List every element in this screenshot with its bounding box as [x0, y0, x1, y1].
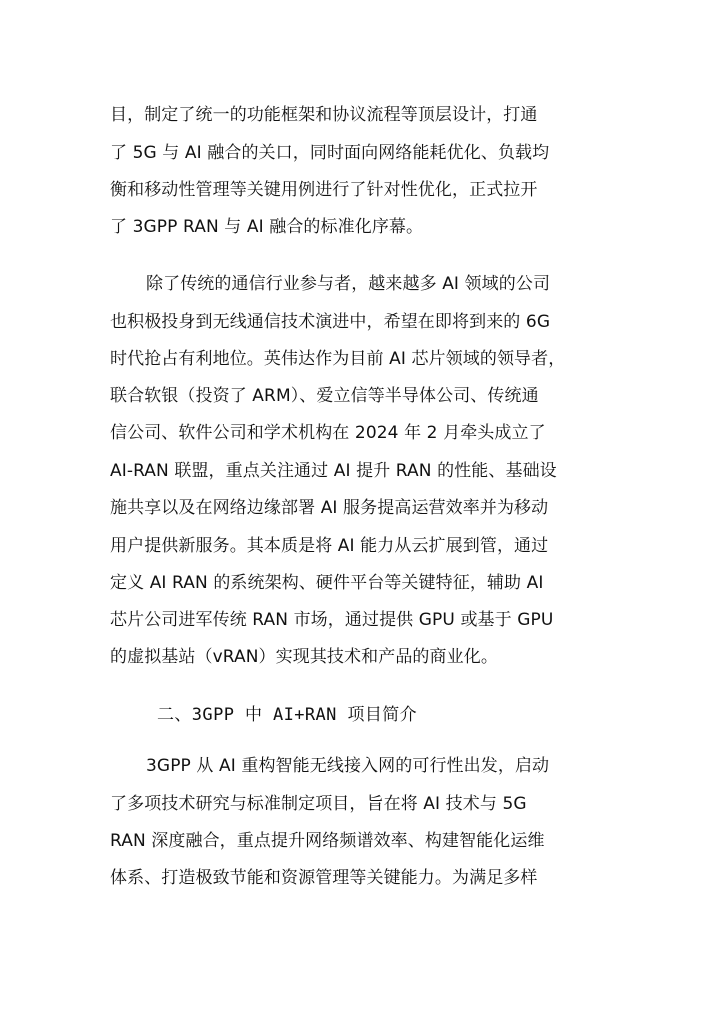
text-line: 体系、打造极致节能和资源管理等关键能力。为满足多样 — [110, 868, 538, 888]
text-line: 了 3GPP RAN 与 AI 融合的标准化序幕。 — [110, 217, 424, 237]
text-line: 信公司、软件公司和学术机构在 2024 年 2 月牵头成立了 — [110, 423, 546, 443]
section-heading: 二、3GPP 中 AI+RAN 项目简介 — [157, 705, 418, 725]
text-line: AI-RAN 联盟，重点关注通过 AI 提升 RAN 的性能、基础设 — [110, 461, 557, 481]
text-line: 用户提供新服务。其本质是将 AI 能力从云扩展到管，通过 — [110, 536, 549, 556]
text-line: 时代抢占有利地位。英伟达作为目前 AI 芯片领域的领导者， — [110, 349, 566, 369]
text-line: 芯片公司进军传统 RAN 市场，通过提供 GPU 或基于 GPU — [110, 610, 554, 630]
text-line: RAN 深度融合，重点提升网络频谱效率、构建智能化运维 — [110, 831, 545, 851]
text-line: 了 5G 与 AI 融合的关口，同时面向网络能耗优化、负载均 — [110, 143, 550, 163]
text-line: 也积极投身到无线通信技术演进中，希望在即将到来的 6G — [110, 312, 551, 332]
text-line: 了多项技术研究与标准制定项目，旨在将 AI 技术与 5G — [110, 794, 527, 814]
text-line: 联合软银（投资了 ARM）、爱立信等半导体公司、传统通 — [110, 386, 539, 406]
text-line: 施共享以及在网络边缘部署 AI 服务提高运营效率并为移动 — [110, 498, 549, 518]
text-line: 衡和移动性管理等关键用例进行了针对性优化，正式拉开 — [110, 180, 538, 200]
text-line: 定义 AI RAN 的系统架构、硬件平台等关键特征，辅助 AI — [110, 573, 544, 593]
text-line: 3GPP 从 AI 重构智能无线接入网的可行性出发，启动 — [146, 756, 550, 776]
text-line: 目，制定了统一的功能框架和协议流程等顶层设计，打通 — [110, 105, 538, 125]
text-line: 的虚拟基站（vRAN）实现其技术和产品的商业化。 — [110, 647, 498, 667]
text-line: 除了传统的通信行业参与者，越来越多 AI 领域的公司 — [146, 274, 551, 294]
